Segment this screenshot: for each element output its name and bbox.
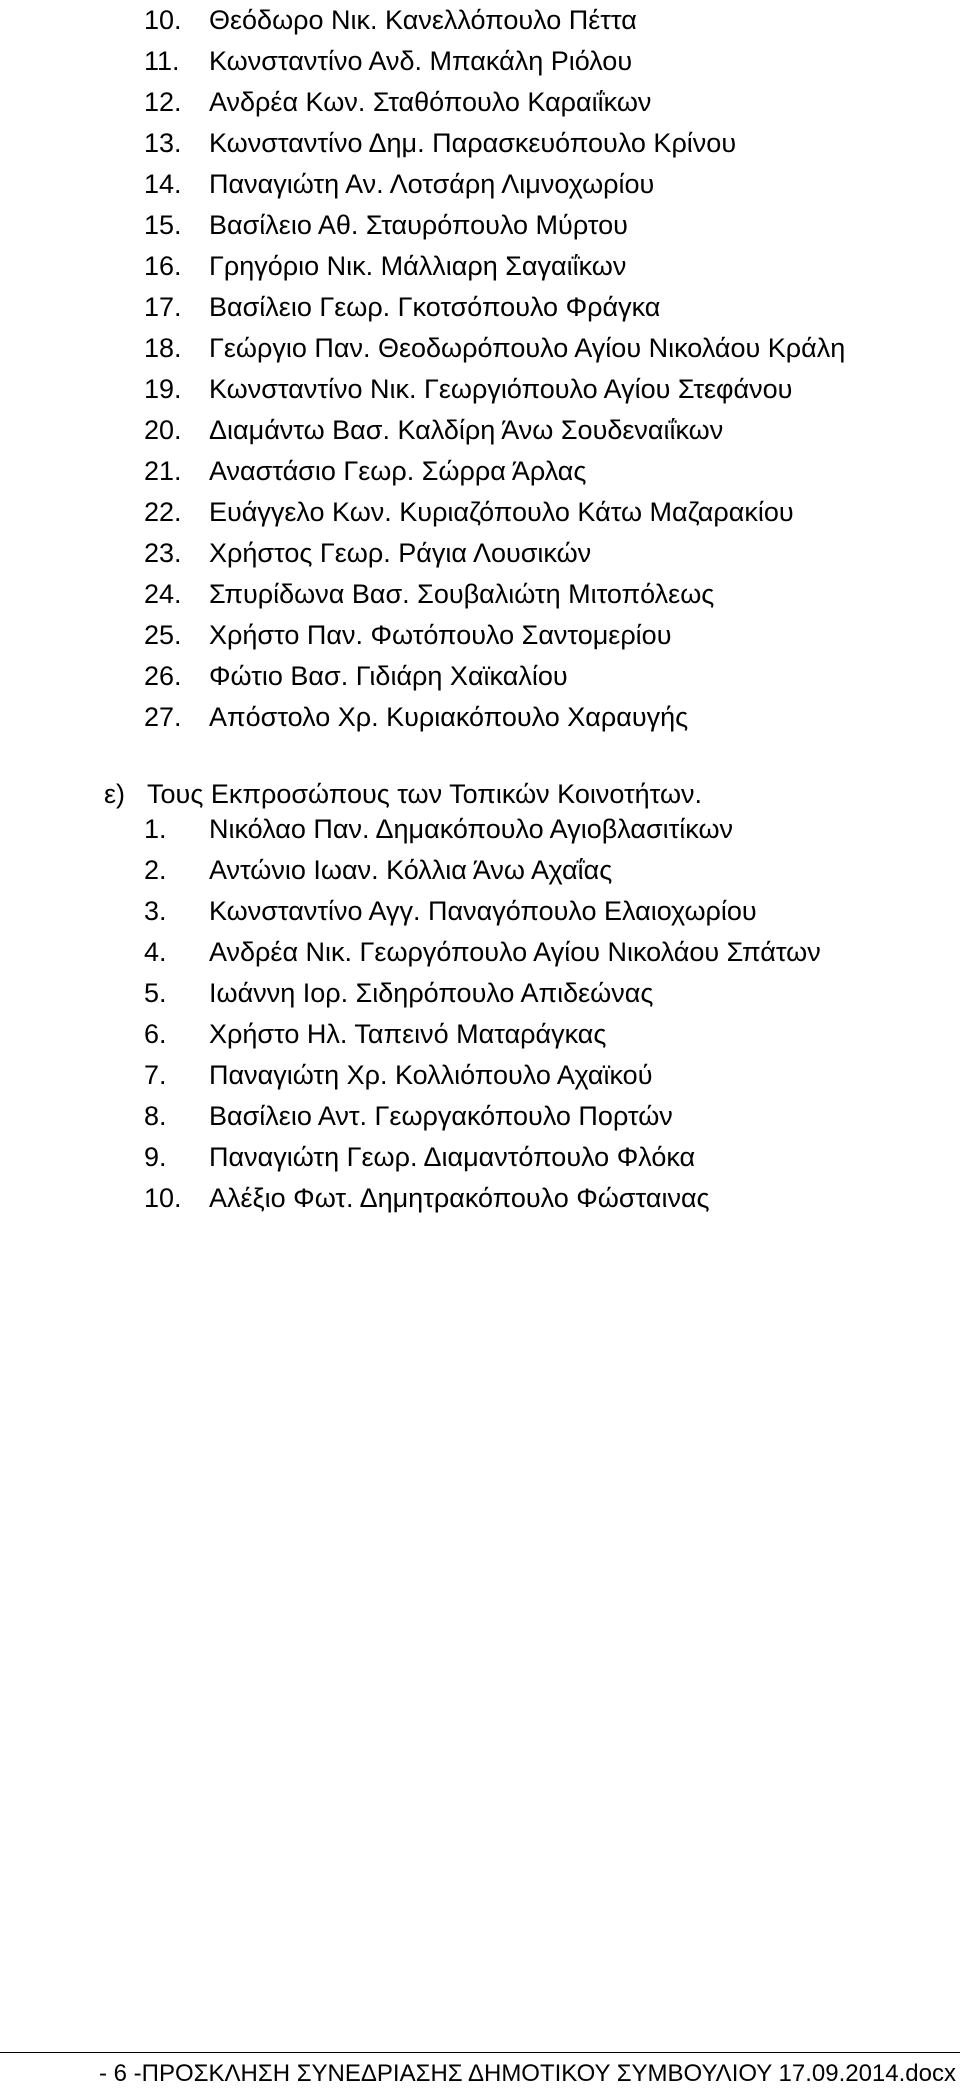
item-name: Αλέξιο Φωτ. Δημητρακόπουλο Φώσταινας (209, 1183, 710, 1213)
item-name: Βασίλειο Γεωρ. Γκοτσόπουλο Φράγκα (209, 292, 661, 322)
item-number: 9. (144, 1142, 167, 1172)
item-number: 23. (144, 538, 182, 568)
item-name: Νικόλαο Παν. Δημακόπουλο Αγιοβλασιτίκων (209, 814, 734, 844)
item-name: Γρηγόριο Νικ. Μάλλιαρη Σαγαιΐκων (209, 251, 627, 281)
item-number: 3. (144, 896, 167, 926)
item-name: Χρήστο Παν. Φωτόπουλο Σαντομερίου (209, 620, 672, 650)
item-number: 12. (144, 87, 182, 117)
item-number: 22. (144, 497, 182, 527)
item-number: 1. (144, 814, 167, 844)
item-name: Κωνσταντίνο Αγγ. Παναγόπουλο Ελαιοχωρίου (209, 896, 757, 926)
item-number: 10. (144, 5, 182, 35)
item-number: 5. (144, 978, 167, 1008)
item-number: 8. (144, 1101, 167, 1131)
section-label: ε) (104, 779, 126, 809)
item-name: Χρήστος Γεωρ. Ράγια Λουσικών (209, 538, 592, 568)
item-number: 11. (144, 46, 180, 76)
item-name: Βασίλειο Αθ. Σταυρόπουλο Μύρτου (209, 210, 628, 240)
item-number: 10. (144, 1183, 182, 1213)
item-name: Γεώργιο Παν. Θεοδωρόπουλο Αγίου Νικολάου Κράλη (209, 333, 846, 363)
item-name: Αντώνιο Ιωαν. Κόλλια Άνω Αχαΐας (209, 855, 613, 885)
page-footer: - 6 -ΠΡΟΣΚΛΗΣΗ ΣΥΝΕΔΡΙΑΣΗΣ ΔΗΜΟΤΙΚΟΥ ΣΥΜΒΟΥΛΙΟΥ 17.09.2014.docx (98, 2060, 956, 2087)
item-number: 27. (144, 702, 182, 732)
item-number: 15. (144, 210, 182, 240)
item-number: 21. (144, 456, 182, 486)
item-number: 20. (144, 415, 182, 445)
item-number: 7. (144, 1060, 167, 1090)
item-name: Φώτιο Βασ. Γιδιάρη Χαϊκαλίου (209, 661, 568, 691)
item-number: 17. (144, 292, 182, 322)
item-name: Κωνσταντίνο Δημ. Παρασκευόπουλο Κρίνου (209, 128, 737, 158)
item-number: 13. (144, 128, 182, 158)
item-name: Ανδρέα Νικ. Γεωργόπουλο Αγίου Νικολάου Σπάτων (209, 937, 821, 967)
item-name: Παναγιώτη Γεωρ. Διαμαντόπουλο Φλόκα (209, 1142, 696, 1172)
item-name: Κωνσταντίνο Ανδ. Μπακάλη Ριόλου (209, 46, 633, 76)
item-number: 18. (144, 333, 182, 363)
item-name: Ευάγγελο Κων. Κυριαζόπουλο Κάτω Μαζαρακίου (209, 497, 794, 527)
item-name: Κωνσταντίνο Νικ. Γεωργιόπουλο Αγίου Στεφάνου (209, 374, 793, 404)
item-number: 19. (144, 374, 182, 404)
item-name: Αναστάσιο Γεωρ. Σώρρα Άρλας (209, 456, 587, 486)
item-name: Βασίλειο Αντ. Γεωργακόπουλο Πορτών (209, 1101, 673, 1131)
section-title: Τους Εκπροσώπους των Τοπικών Κοινοτήτων. (147, 779, 703, 809)
item-name: Χρήστο Ηλ. Ταπεινό Ματαράγκας (209, 1019, 607, 1049)
item-name: Θεόδωρο Νικ. Κανελλόπουλο Πέττα (209, 5, 637, 35)
item-number: 2. (144, 855, 167, 885)
item-name: Σπυρίδωνα Βασ. Σουβαλιώτη Μιτοπόλεως (209, 579, 715, 609)
item-name: Παναγιώτη Αν. Λοτσάρη Λιμνοχωρίου (209, 169, 655, 199)
item-number: 26. (144, 661, 182, 691)
item-name: Παναγιώτη Χρ. Κολλιόπουλο Αχαϊκού (209, 1060, 653, 1090)
item-number: 4. (144, 937, 167, 967)
footer-divider (0, 2052, 960, 2053)
item-name: Διαμάντω Βασ. Καλδίρη Άνω Σουδεναιΐκων (209, 415, 724, 445)
item-name: Ιωάννη Ιορ. Σιδηρόπουλο Απιδεώνας (209, 978, 654, 1008)
item-number: 6. (144, 1019, 167, 1049)
item-name: Απόστολο Χρ. Κυριακόπουλο Χαραυγής (209, 702, 689, 732)
item-number: 16. (144, 251, 182, 281)
item-name: Ανδρέα Κων. Σταθόπουλο Καραιΐκων (209, 87, 652, 117)
item-number: 25. (144, 620, 182, 650)
item-number: 14. (144, 169, 182, 199)
item-number: 24. (144, 579, 182, 609)
